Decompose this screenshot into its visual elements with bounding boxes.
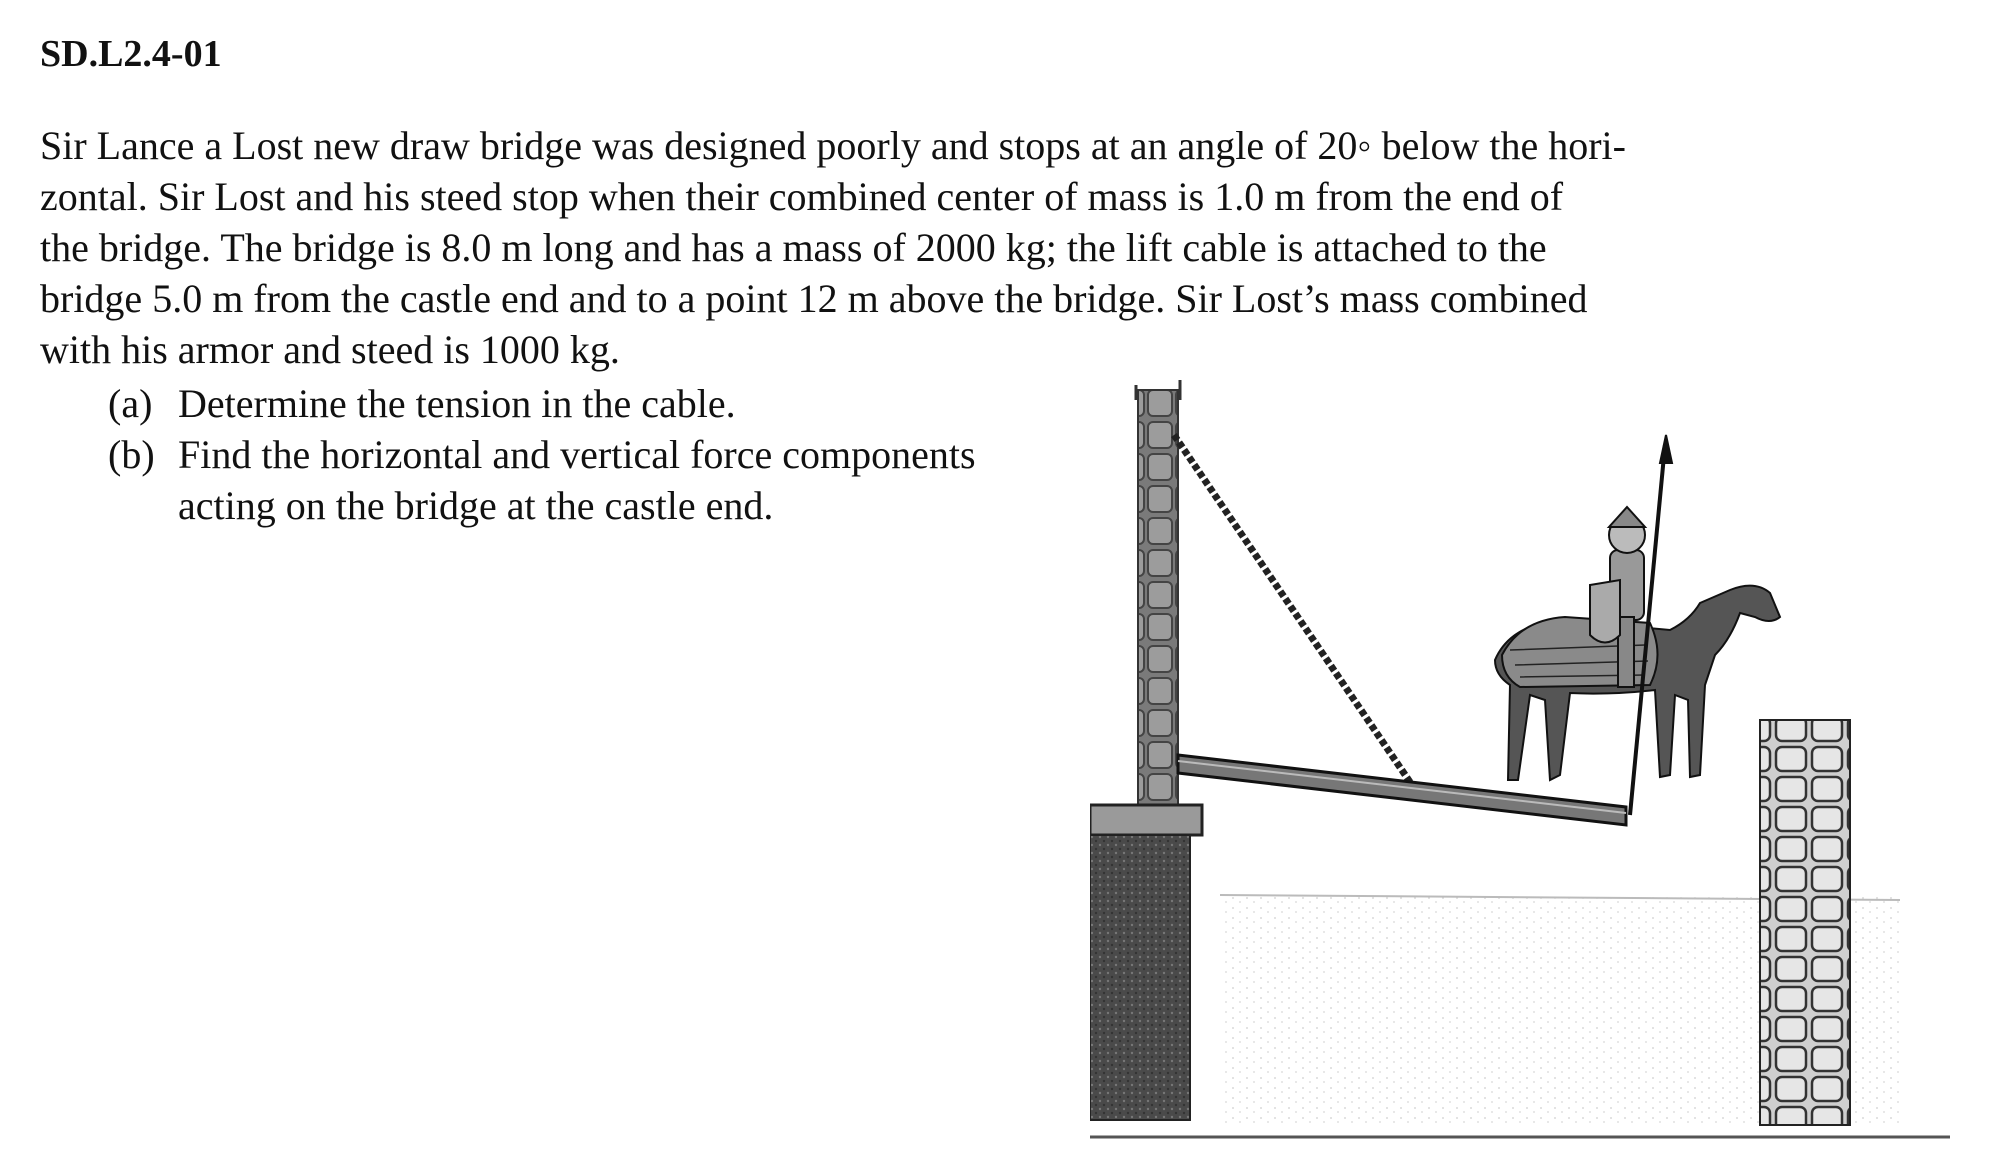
part-b — [108, 429, 976, 531]
problem-line: zontal. Sir Lost and his steed stop when their combined center of mass is 1.0 m from the end of — [40, 174, 1564, 219]
part-a — [108, 378, 976, 429]
castle-tower — [1138, 390, 1178, 870]
castle-base — [1090, 835, 1190, 1120]
stone-pillar — [1760, 720, 1850, 1125]
problem-line: the bridge. The bridge is 8.0 m long and has a mass of 2000 kg; the lift cable is attached to the — [40, 225, 1547, 270]
part-b-line: Find the horizontal and vertical force components — [178, 432, 976, 477]
problem-line: bridge 5.0 m from the castle end and to a point 12 m above the bridge. Sir Lost’s mass combined — [40, 276, 1588, 321]
problem-id: SD.L2.4-01 — [40, 33, 222, 75]
part-b-line: acting on the bridge at the castle end. — [178, 483, 774, 528]
horse-and-knight — [1495, 435, 1780, 815]
problem-line: with his armor and steed is 1000 kg. — [40, 327, 620, 372]
part-a-letter: (a) — [108, 381, 153, 426]
problem-statement — [40, 120, 1800, 375]
question-parts — [108, 378, 976, 531]
part-a-line: Determine the tension in the cable. — [178, 381, 736, 426]
lift-cable — [1174, 435, 1412, 785]
part-b-letter: (b) — [108, 432, 155, 477]
problem-line: Sir Lance a Lost new draw bridge was designed poorly and stops at an angle of 20◦ below the hori- — [40, 123, 1626, 168]
part-a-body — [178, 378, 736, 429]
part-b-body — [178, 429, 976, 531]
castle-ledge — [1090, 805, 1202, 835]
drawbridge-knight-illustration — [1090, 355, 1950, 1145]
drawbridge-figure — [1090, 355, 1950, 1145]
